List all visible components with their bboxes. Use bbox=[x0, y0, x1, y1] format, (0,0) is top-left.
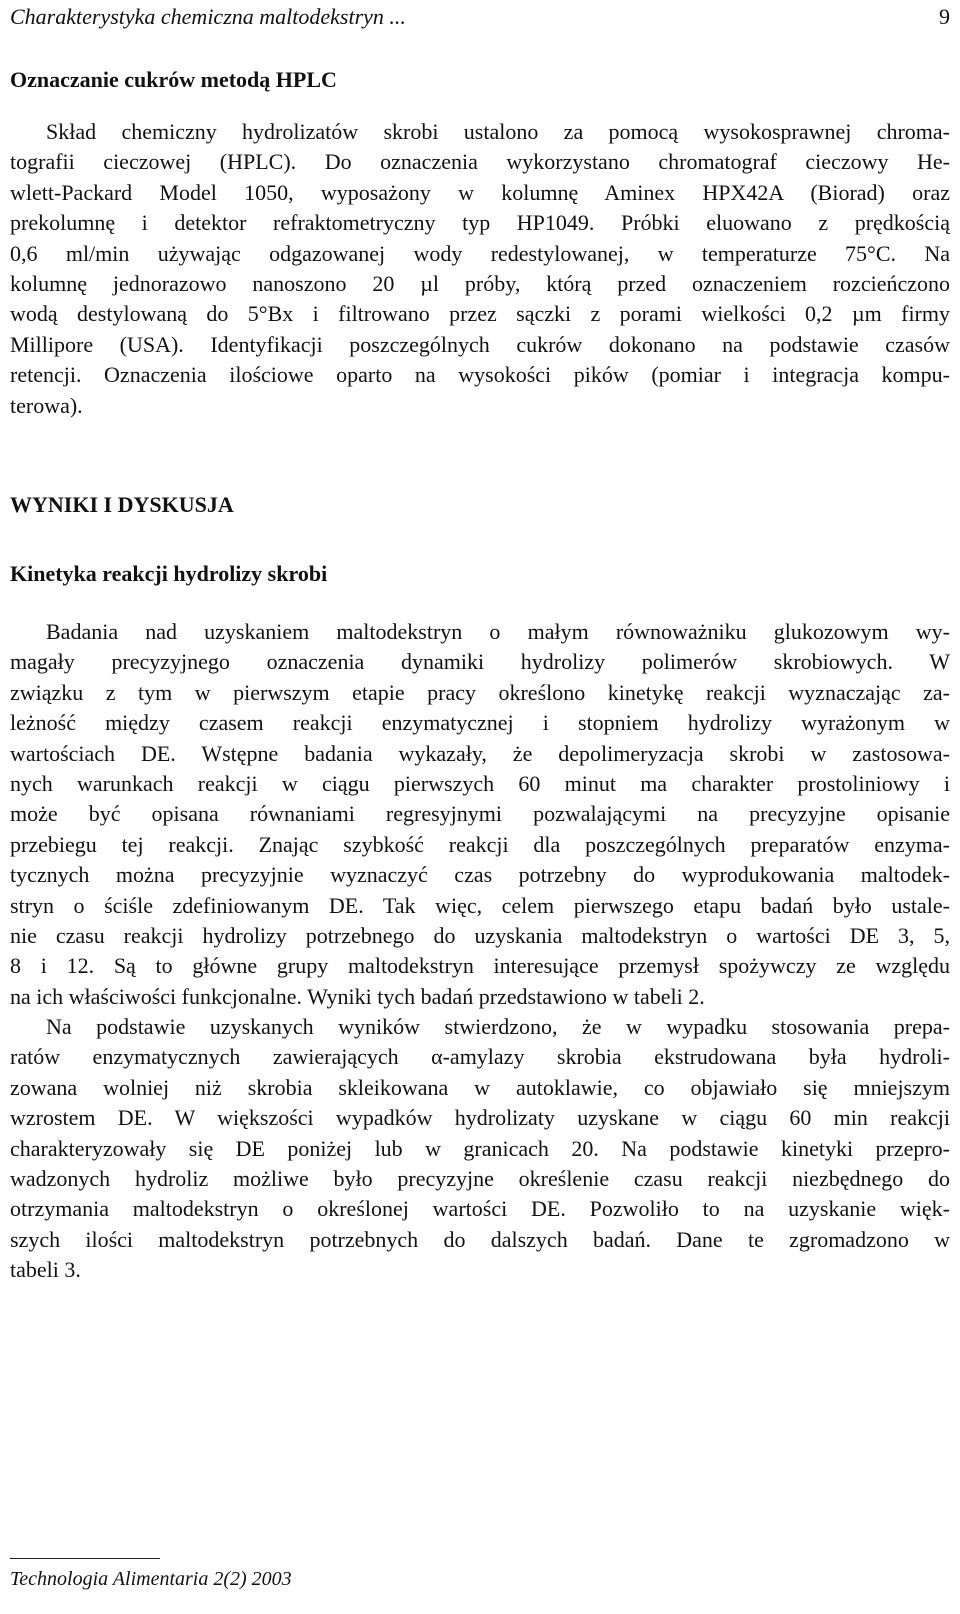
text-line: tabeli 3. bbox=[10, 1257, 81, 1283]
text-line: Badania nad uzyskaniem maltodekstryn o małym równoważniku glukozowym wy- bbox=[46, 619, 950, 644]
text-line: tografii cieczowej (HPLC). Do oznaczenia wykorzystano chromatograf cieczowy He- bbox=[10, 149, 950, 175]
text-line: kolumnę jednorazowo nanoszono 20 µl próby, którą przed oznaczeniem rozcieńczono bbox=[10, 271, 950, 297]
text-line: nych warunkach reakcji w ciągu pierwszych 60 minut ma charakter prostoliniowy i bbox=[10, 771, 950, 797]
text-line: wzrostem DE. W większości wypadków hydrolizaty uzyskane w ciągu 60 min reakcji bbox=[10, 1105, 950, 1131]
text-line: stryn o ściśle zdefiniowanym DE. Tak więc, celem pierwszego etapu badań było ustale- bbox=[10, 892, 950, 918]
text-line: Skład chemiczny hydrolizatów skrobi ustalono za pomocą wysokosprawnej chroma- bbox=[46, 119, 950, 144]
text-line: na ich właściwości funkcjonalne. Wyniki tych badań przedstawiono w tabeli 2. bbox=[10, 983, 705, 1009]
text-line: otrzymania maltodekstryn o określonej wartości DE. Pozwoliło to na uzyskanie więk- bbox=[10, 1196, 950, 1222]
text-line: 0,6 ml/min używając odgazowanej wody redestylowanej, w temperaturze 75°C. Na bbox=[10, 240, 950, 266]
footer-rule bbox=[10, 1558, 160, 1559]
text-line: wartościach DE. Wstępne badania wykazały, że depolimeryzacja skrobi w zastosowa- bbox=[10, 740, 950, 766]
text-line: charakteryzowały się DE poniżej lub w granicach 20. Na podstawie kinetyki przepro- bbox=[10, 1135, 950, 1161]
text-line: nie czasu reakcji hydrolizy potrzebnego do uzyskania maltodekstryn o wartości DE 3, 5, bbox=[10, 923, 950, 949]
text-line: wadzonych hydroliz możliwe było precyzyjne określenie czasu reakcji niezbędnego do bbox=[10, 1166, 950, 1192]
hplc-heading: Oznaczanie cukrów metodą HPLC bbox=[10, 67, 337, 92]
text-line: 8 i 12. Są to główne grupy maltodekstryn interesujące przemysł spożywczy ze względu bbox=[10, 953, 950, 979]
text-line: może być opisana równaniami regresyjnymi pozwalającymi na precyzyjne opisanie bbox=[10, 801, 950, 827]
text-line: leżność między czasem reakcji enzymatycznej i stopniem hydrolizy wyrażonym w bbox=[10, 710, 950, 736]
running-header bbox=[10, 2, 950, 32]
text-line: prekolumnę i detektor refraktometryczny typ HP1049. Próbki eluowano z prędkością bbox=[10, 210, 950, 236]
text-line: wlett-Packard Model 1050, wyposażony w kolumnę Aminex HPX42A (Biorad) oraz bbox=[10, 179, 950, 205]
text-line: zowana wolniej niż skrobia skleikowana w autoklawie, co objawiało się mniejszym bbox=[10, 1074, 950, 1100]
text-line: magały precyzyjnego oznaczenia dynamiki hydrolizy polimerów skrobiowych. W bbox=[10, 649, 950, 675]
results-section bbox=[10, 491, 950, 519]
text-line: związku z tym w pierwszym etapie pracy określono kinetykę reakcji wyznaczając za- bbox=[10, 679, 950, 705]
kinetics-paragraph-1 bbox=[10, 617, 950, 1012]
kinetics-paragraph-2 bbox=[10, 1012, 950, 1286]
journal-footer: Technologia Alimentaria 2(2) 2003 bbox=[10, 1568, 292, 1590]
running-title: Charakterystyka chemiczna maltodekstryn ... bbox=[10, 4, 406, 29]
text-line: Na podstawie uzyskanych wyników stwierdzono, że w wypadku stosowania prepa- bbox=[46, 1014, 950, 1039]
text-line: Millipore (USA). Identyfikacji poszczególnych cukrów dokonano na podstawie czasów bbox=[10, 331, 950, 357]
kinetics-heading: Kinetyka reakcji hydrolizy skrobi bbox=[10, 561, 328, 586]
text-line: tycznych można precyzyjnie wyznaczyć czas potrzebny do wyprodukowania maltodek- bbox=[10, 862, 950, 888]
page-number: 9 bbox=[939, 4, 950, 29]
text-line: szych ilości maltodekstryn potrzebnych do dalszych badań. Dane te zgromadzono w bbox=[10, 1226, 950, 1252]
text-line: ratów enzymatycznych zawierających α-amylazy skrobia ekstrudowana była hydroli- bbox=[10, 1044, 950, 1070]
hplc-section bbox=[10, 66, 950, 94]
text-line: przebiegu tej reakcji. Znając szybkość reakcji dla poszczególnych preparatów enzyma- bbox=[10, 831, 950, 857]
kinetics-section bbox=[10, 560, 950, 588]
hplc-paragraph bbox=[10, 117, 950, 421]
results-heading: WYNIKI I DYSKUSJA bbox=[10, 492, 234, 517]
text-line: terowa). bbox=[10, 392, 83, 418]
text-line: retencji. Oznaczenia ilościowe oparto na wysokości pików (pomiar i integracja kompu- bbox=[10, 362, 950, 388]
text-line: wodą destylowaną do 5°Bx i filtrowano przez sączki z porami wielkości 0,2 µm firmy bbox=[10, 301, 950, 327]
